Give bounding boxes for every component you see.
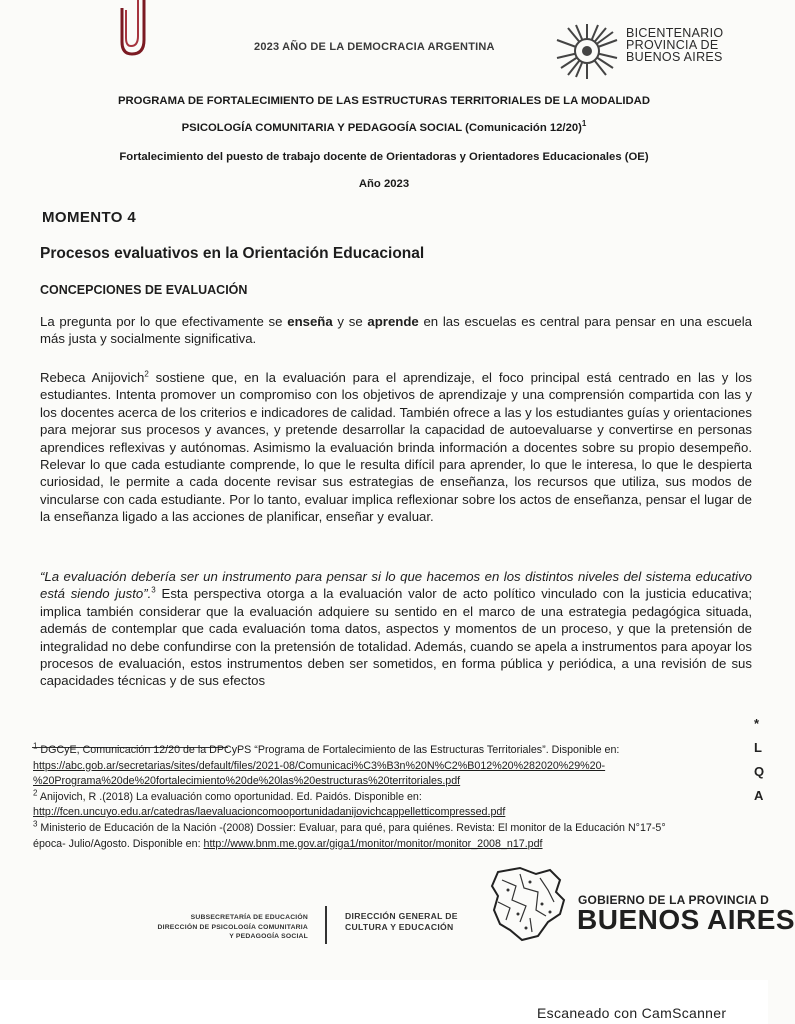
buenos-aires-label: BUENOS AIRES bbox=[577, 904, 795, 935]
program-title-line2 bbox=[0, 119, 768, 134]
dgce-line: CULTURA Y EDUCACIÓN bbox=[345, 922, 454, 932]
footnote-text: Anijovich, R .(2018) La evaluación como oportunidad. Ed. Paidós. Disponible en: bbox=[37, 790, 422, 803]
edge-char: Q bbox=[754, 764, 765, 779]
edge-char: L bbox=[754, 740, 762, 755]
footnote-number: 1 bbox=[33, 741, 38, 751]
footnote-ref-1: 1 bbox=[581, 119, 587, 129]
subsecretaria-line: Y PEDAGOGÍA SOCIAL bbox=[229, 933, 308, 941]
footer-divider bbox=[325, 906, 327, 944]
footnote-ref-2: 2 bbox=[144, 369, 149, 379]
paragraph-1 bbox=[40, 313, 752, 348]
bicentenario-line: BUENOS AIRES bbox=[626, 50, 723, 64]
footnote-3 bbox=[33, 821, 765, 837]
dgce-line: DIRECCIÓN GENERAL DE bbox=[345, 911, 458, 921]
footnote-text: Ministerio de Educación de la Nación -(2008) Dossier: Evaluar, para qué, para quiénes. Revista: El monitor de la Educación N°17-5° bbox=[37, 821, 666, 834]
text-run: Rebeca Anijovich bbox=[40, 370, 145, 385]
paragraph-3 bbox=[40, 568, 752, 690]
province-map-icon bbox=[490, 866, 570, 942]
momento-heading: MOMENTO 4 bbox=[42, 209, 137, 226]
footnotes bbox=[33, 743, 765, 852]
footnote-1-link[interactable]: https://abc.gob.ar/secretarias/sites/default/files/2021-08/Comunicaci%C3%B3n%20N%C2%B012%20%282020%29%20- bbox=[33, 759, 606, 772]
program-title-line1: PROGRAMA DE FORTALECIMIENTO DE LAS ESTRUCTURAS TERRITORIALES DE LA MODALIDAD bbox=[117, 95, 650, 107]
footnote-number: 2 bbox=[33, 788, 38, 798]
text-run: La pregunta por lo que efectivamente se bbox=[40, 314, 288, 329]
footnote-ref-3: 3 bbox=[151, 586, 156, 596]
program-year: Año 2023 bbox=[358, 178, 410, 190]
bold-term: enseña bbox=[287, 314, 333, 329]
bicentenario-line: PROVINCIA DE bbox=[626, 38, 719, 52]
edge-char: A bbox=[754, 788, 764, 803]
footnote-3-link[interactable]: http://www.bnm.me.gov.ar/giga1/monitor/monitor/monitor_2008_n17.pdf bbox=[203, 837, 543, 850]
footnote-2-link[interactable]: http://fcen.uncuyo.edu.ar/catedras/laevaluacioncomooportunidadanijovichcappelletticompressed.pdf bbox=[33, 806, 506, 819]
bicentenario-text bbox=[626, 27, 723, 63]
program-title-text: PSICOLOGÍA COMUNITARIA Y PEDAGOGÍA SOCIAL (Comunicación 12/20) bbox=[181, 122, 582, 134]
footnote-text: época- Julio/Agosto. Disponible en: bbox=[33, 837, 204, 850]
year-motto: 2023 AÑO DE LA DEMOCRACIA ARGENTINA bbox=[254, 41, 495, 53]
footnote-3-cont bbox=[33, 837, 765, 853]
subsecretaria-line: DIRECCIÓN DE PSICOLOGÍA COMUNITARIA bbox=[157, 923, 308, 931]
footnote-2 bbox=[33, 790, 765, 806]
footnote-text: DGCyE, Comunicación 12/20 de la DPCyPS “Programa de Fortalecimiento de las Estructuras Territoriales”. Disponible en: bbox=[37, 744, 620, 756]
section-title: Procesos evaluativos en la Orientación Educacional bbox=[40, 245, 425, 262]
edge-char: * bbox=[754, 716, 760, 731]
program-subtitle: Fortalecimiento del puesto de trabajo docente de Orientadoras y Orientadores Educacionales (OE) bbox=[119, 151, 649, 163]
section-subtitle: CONCEPCIONES DE EVALUACIÓN bbox=[40, 283, 248, 297]
text-run: sostiene que, en la evaluación para el aprendizaje, el foco principal está centrado en las y los estudiantes. Intenta promover un compromiso con los objetivos de aprendizaje y una comprensión compartida con las y los docentes acerca de los criterios e indicadores de calidad. También ofrece a las y los estudiantes guías y orientaciones para mejorar sus procesos y avances, y pretende desarrollar la capacidad de autoevaluarse y convertirse en personas aprendices reflexivas y autónomas. Asimismo la evaluación brinda información a docentes sobre su propio desempeño. Relevar lo que cada estudiante comprende, lo que le resulta difícil para aprender, lo que le interesa, lo que le despierta curiosidad, le permite a cada docente revisar sus estrategias de enseñanza, los recursos que utiliza, sus modos de vincularse con cada estudiante. Por lo tanto, evaluar implica reflexionar sobre los actos de enseñanza, pensar el lugar de la enseñanza ligado a las acciones de planificar, enseñar y evaluar. bbox=[40, 370, 753, 525]
footnote-number: 3 bbox=[33, 819, 38, 829]
text-run: en las escuelas es central para pensar en una escuela más justa y socialmente significativa. bbox=[40, 314, 753, 347]
subsecretaria-block bbox=[128, 913, 308, 942]
page-edge-fragment bbox=[754, 712, 768, 808]
camscanner-watermark: Escaneado con CamScanner bbox=[537, 1005, 727, 1021]
bicentenario-seal-icon bbox=[554, 22, 620, 80]
gobierno-label: GOBIERNO DE LA PROVINCIA D bbox=[578, 893, 769, 907]
footnote-1-link-cont[interactable]: %20Programa%20de%20fortalecimiento%20de%20las%20estructuras%20territoriales.pdf bbox=[33, 775, 461, 788]
dgce-block bbox=[345, 911, 458, 933]
bold-term: aprende bbox=[367, 314, 419, 329]
subsecretaria-line: SUBSECRETARÍA DE EDUCACIÓN bbox=[190, 914, 308, 921]
text-run: Esta perspectiva otorga a la evaluación valor de acto político vinculado con la justicia educativa; implica también considerar que la evaluación adquiere su sentido en el marco de una estrategia pedagógica situada, además de contemplar que cada evaluación toma datos, aspectos y momentos de un proceso, y que la pretensión de integralidad no debe confundirse con la pretensión de totalidad. Además, cuando se apela a instrumentos para apoyar los procesos de evaluación, estos instrumentos deben ser sometidos, en forma pública y periódica, a una revisión de sus capacidades técnicas y de sus efectos bbox=[40, 586, 753, 689]
paragraph-2 bbox=[40, 369, 752, 526]
footnote-1 bbox=[33, 743, 765, 759]
quote: “La evaluación debería ser un instrumento para pensar si lo que hacemos en los distintos niveles del sistema educativo está siendo justo”. bbox=[40, 569, 752, 602]
paperclip-icon bbox=[118, 0, 152, 58]
bicentenario-line: BICENTENARIO bbox=[626, 26, 724, 40]
text-run: y se bbox=[332, 314, 368, 329]
